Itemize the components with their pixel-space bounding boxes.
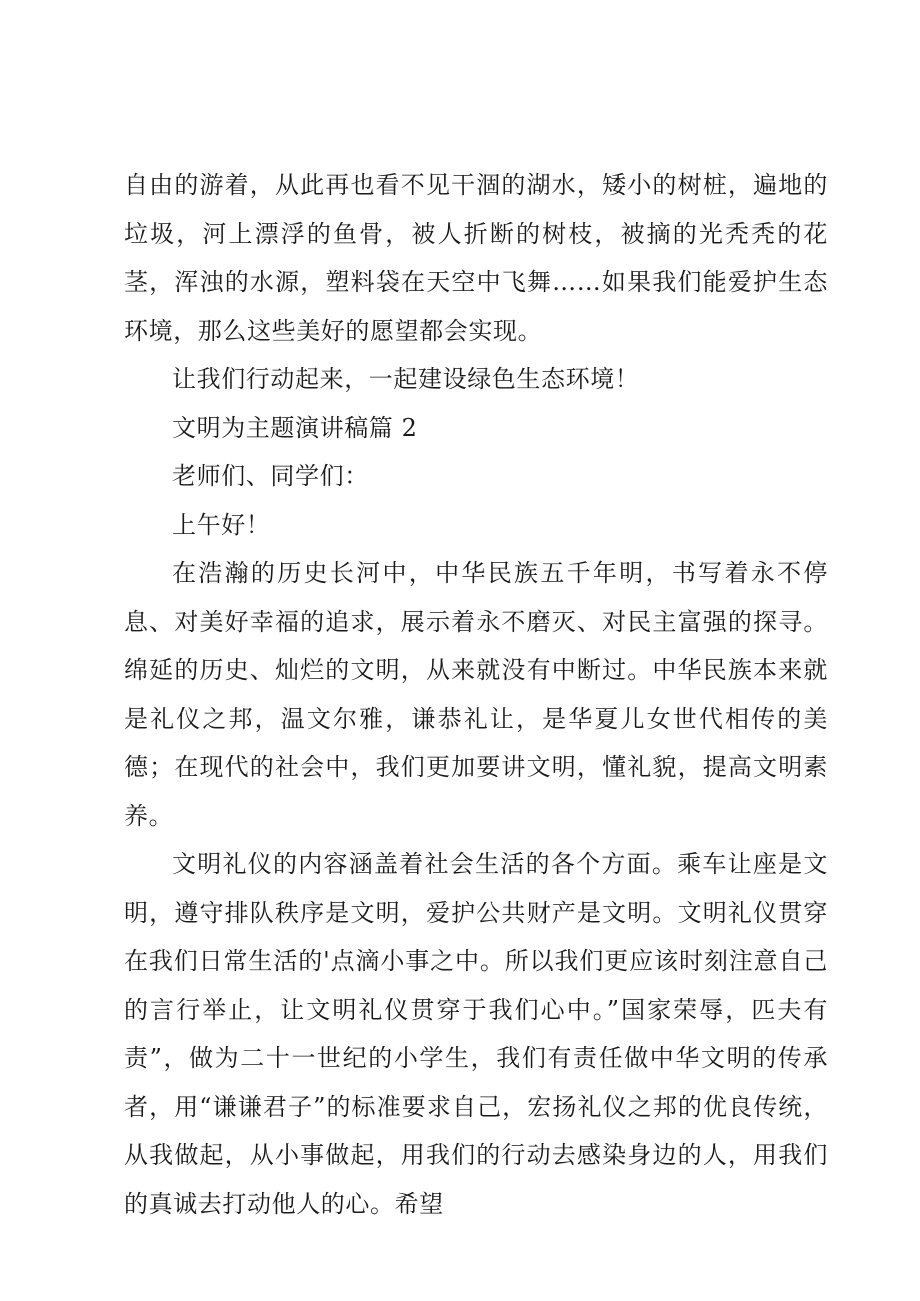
paragraph-history: 在浩瀚的历史长河中，中华民族五千年明，书写着永不停息、对美好幸福的追求，展示着永不磨灭、对民主富强的探寻。绵延的历史、灿烂的文明，从来就没有中断过。中华民族本来就是礼仪之邦，温文尔雅，谦恭礼让，是华夏儿女世代相传的美德；在现代的社会中，我们更加要讲文明，懂礼貌，提高文明素养。 [124,559,828,830]
section-heading: 文明为主题演讲稿篇 2 [172,413,418,442]
paragraph-call-to-action: 让我们行动起来，一起建设绿色生态环境！ [172,365,640,393]
document-body [124,161,828,1228]
salutation: 老师们、同学们： [172,462,369,490]
paragraph-environment-wishes: 自由的游着，从此再也看不见干涸的湖水，矮小的树桩，遍地的垃圾，河上漂浮的鱼骨，被人折断的树枝，被摘的光秃秃的花茎，浑浊的水源，塑料袋在天空中飞舞……如果我们能爱护生态环境，那么这些美好的愿望都会实现。 [124,171,828,345]
paragraph-etiquette: 文明礼仪的内容涵盖着社会生活的各个方面。乘车让座是文明，遵守排队秩序是文明，爱护公共财产是文明。文明礼仪贯穿在我们日常生活的'点滴小事之中。所以我们更应该时刻注意自己的言行举止，让文明礼仪贯穿于我们心中。”国家荣辱，匹夫有责”，做为二十一世纪的小学生，我们有责任做中华文明的传承者，用“谦谦君子”的标准要求自己，宏扬礼仪之邦的优良传统，从我做起，从小事做起，用我们的行动去感染身边的人，用我们的真诚去打动他人的心。希望 [124,850,828,1218]
greeting: 上午好！ [172,510,271,539]
